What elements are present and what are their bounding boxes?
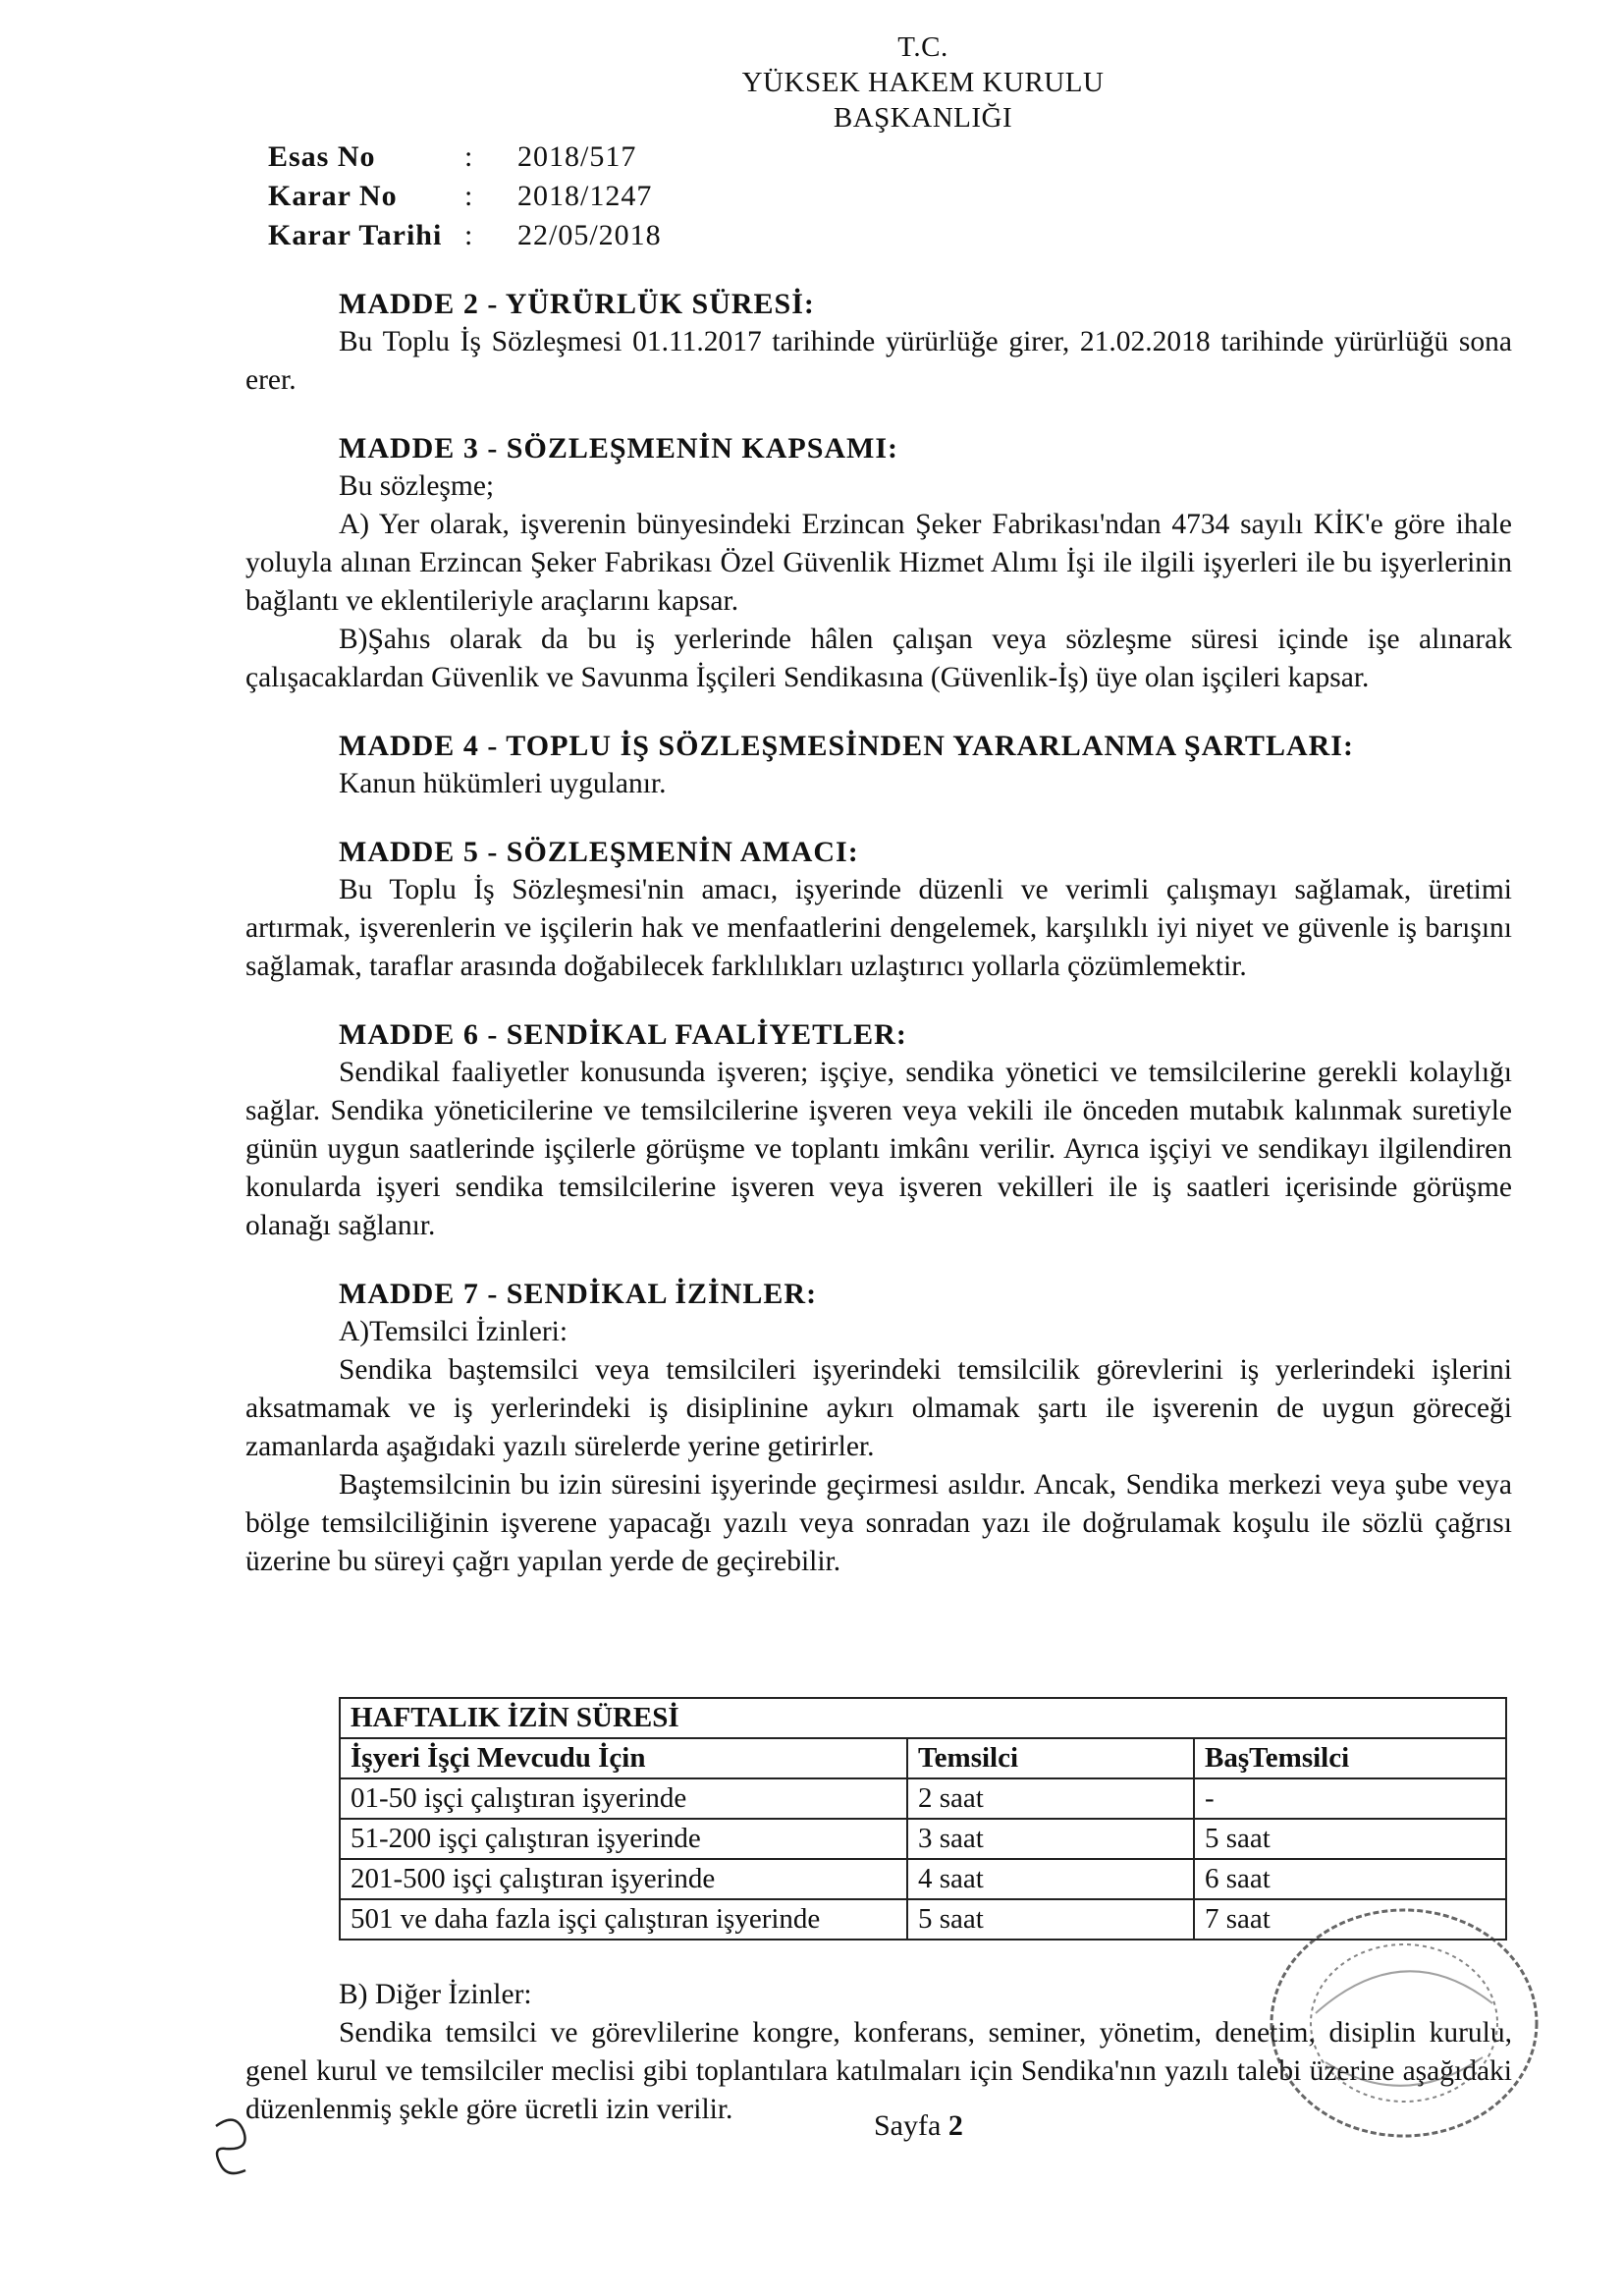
table-cell: 501 ve daha fazla işçi çalıştıran işyerinde xyxy=(340,1899,907,1940)
esas-label: Esas No xyxy=(268,140,376,173)
madde3-item-a: A) Yer olarak, işverenin bünyesindeki Erzincan Şeker Fabrikası'ndan 4734 sayılı KİK'e göre ihale yoluyla alınan Erzincan Şeker Fabrikası Özel Güvenlik Hizmet Alımı İşi ile ilgili işyerleri ile bu işyerlerinin bağlantı ve eklentileriyle araçlarını kapsar. xyxy=(245,509,1512,617)
madde2-title: MADDE 2 - YÜRÜRLÜK SÜRESİ: xyxy=(339,288,815,320)
esas-row xyxy=(268,137,662,177)
document-header xyxy=(677,29,1168,136)
madde7-paragraph-1: Sendika baştemsilci veya temsilcileri işyerindeki temsilcilik görevlerini iş yerlerindeki işlerini aksatmamak ve iş yerlerindeki iş disiplinine aykırı olmamak şartı ile işverenin de uygun göreceği zamanlarda aşağıdaki yazılı sürelerde yerine getirirler. xyxy=(245,1354,1512,1462)
tarih-row xyxy=(268,216,662,255)
madde7-paragraph-3: Sendika temsilci ve görevlilerine kongre, konferans, seminer, yönetim, denetim, disiplin kurulu, genel kurul ve temsilciler meclisi gibi toplantılara katılmaları için Sendika'nın yazılı talebi üzerine aşağıdaki düzenlenmiş şekle göre ücretli izin verilir. xyxy=(245,2017,1512,2125)
madde7-paragraph-2: Baştemsilcinin bu izin süresini işyerinde geçirmesi asıldır. Ancak, Sendika merkezi veya şube veya bölge temsilciliğinin işverene yapacağı yazılı veya sonradan yazı ile doğrulamak koşulu ile sözlü çağrısı üzerine bu süreyi çağrı yapılan yerde de geçirebilir. xyxy=(245,1469,1512,1577)
colon: : xyxy=(464,140,473,173)
header-line-presidency: BAŞKANLIĞI xyxy=(833,102,1013,134)
colon: : xyxy=(464,219,473,251)
table-row xyxy=(340,1859,1506,1899)
madde6-title: MADDE 6 - SENDİKAL FAALİYETLER: xyxy=(339,1018,907,1051)
madde7-sub-a: A)Temsilci İzinleri: xyxy=(339,1316,568,1347)
header-line-institution: YÜKSEK HAKEM KURULU xyxy=(741,67,1105,98)
colon: : xyxy=(464,180,473,212)
table-cell: 51-200 işçi çalıştıran işyerinde xyxy=(340,1819,907,1859)
table-title: HAFTALIK İZİN SÜRESİ xyxy=(340,1698,1506,1738)
table-cell: - xyxy=(1194,1778,1506,1819)
table-cell: 7 saat xyxy=(1194,1899,1506,1940)
case-metadata xyxy=(268,137,662,255)
madde2-text: Bu Toplu İş Sözleşmesi 01.11.2017 tarihinde yürürlüğe girer, 21.02.2018 tarihinde yürürlüğü sona erer. xyxy=(245,326,1512,396)
madde5-title: MADDE 5 - SÖZLEŞMENİN AMACI: xyxy=(339,836,859,868)
column-header: İşyeri İşçi Mevcudu İçin xyxy=(340,1738,907,1778)
column-header: BaşTemsilci xyxy=(1194,1738,1506,1778)
madde7-title: MADDE 7 - SENDİKAL İZİNLER: xyxy=(339,1278,818,1310)
column-header: Temsilci xyxy=(907,1738,1194,1778)
madde7-sub-b: B) Diğer İzinler: xyxy=(339,1979,532,2010)
madde4-title: MADDE 4 - TOPLU İŞ SÖZLEŞMESİNDEN YARARLANMA ŞARTLARI: xyxy=(339,730,1354,762)
table-cell: 3 saat xyxy=(907,1819,1194,1859)
table-cell: 2 saat xyxy=(907,1778,1194,1819)
karar-row xyxy=(268,177,662,216)
madde5-text: Bu Toplu İş Sözleşmesi'nin amacı, işyerinde düzenli ve verimli çalışmayı sağlamak, üretimi artırmak, işverenlerin ve işçilerin hak ve menfaatlerini dengelemek, karşılıklı iyi niyet ve güvenle iş barışını sağlamak, taraflar arasında doğabilecek farklılıkları uzlaştırıcı yollarla çözümlemektir. xyxy=(245,874,1512,982)
tarih-label: Karar Tarihi xyxy=(268,219,443,251)
esas-value: 2018/517 xyxy=(517,140,637,173)
madde3-item-b: B)Şahıs olarak da bu iş yerlerinde hâlen çalışan veya sözleşme süresi içinde işe alınarak çalışacaklardan Güvenlik ve Savunma İşçileri Sendikasına (Güvenlik-İş) üye olan işçileri kapsar. xyxy=(245,624,1512,693)
page-footer xyxy=(874,2109,963,2143)
document-body xyxy=(245,285,1512,1581)
header-line-tc: T.C. xyxy=(897,31,948,63)
madde3-intro: Bu sözleşme; xyxy=(339,470,495,502)
table-cell: 4 saat xyxy=(907,1859,1194,1899)
tarih-value: 22/05/2018 xyxy=(517,219,662,251)
table-row xyxy=(340,1819,1506,1859)
table-header-row xyxy=(340,1738,1506,1778)
page-number: 2 xyxy=(947,2109,963,2142)
table-row xyxy=(340,1778,1506,1819)
karar-label: Karar No xyxy=(268,180,398,212)
official-stamp xyxy=(1257,1895,1551,2151)
page-label: Sayfa xyxy=(874,2109,942,2142)
table-cell: 6 saat xyxy=(1194,1859,1506,1899)
table-title-row xyxy=(340,1698,1506,1738)
table-cell: 01-50 işçi çalıştıran işyerinde xyxy=(340,1778,907,1819)
madde3-title: MADDE 3 - SÖZLEŞMENİN KAPSAMI: xyxy=(339,432,899,465)
karar-value: 2018/1247 xyxy=(517,180,653,212)
madde6-text: Sendikal faaliyetler konusunda işveren; işçiye, sendika yönetici ve temsilcilerine gerekli kolaylığı sağlar. Sendika yöneticilerine ve temsilcilerine işveren veya vekili ile önceden mutabık kalınmak suretiyle günün uygun saatlerinde işçilerle görüşme ve toplantı imkânı verilir. Ayrıca işçiyi ve sendikayı ilgilendiren konularda işyeri sendika temsilcilerine işveren veya işveren vekilleri ile iş saatleri içerisinde görüşme olanağı sağlanır. xyxy=(245,1057,1512,1241)
initial-signature xyxy=(206,2111,265,2180)
table-cell: 5 saat xyxy=(907,1899,1194,1940)
table-cell: 5 saat xyxy=(1194,1819,1506,1859)
table-cell: 201-500 işçi çalıştıran işyerinde xyxy=(340,1859,907,1899)
madde4-text: Kanun hükümleri uygulanır. xyxy=(339,768,667,799)
